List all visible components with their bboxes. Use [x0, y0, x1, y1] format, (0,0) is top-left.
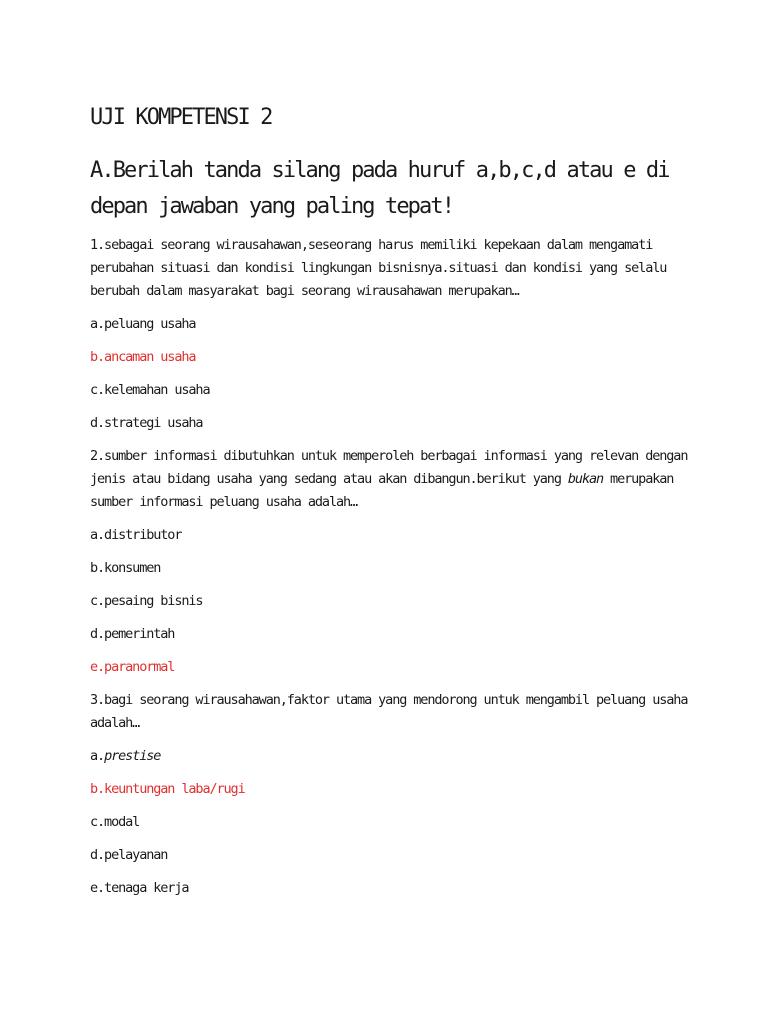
- option-text: d.pemerintah: [90, 626, 175, 642]
- section-a-heading: [90, 153, 712, 225]
- question-1-option-c: [90, 379, 712, 402]
- section-a-heading-line-1: A.Berilah tanda silang pada huruf a,b,c,d atau e di: [90, 158, 669, 183]
- question-3-option-d: [90, 844, 712, 867]
- question-1: [90, 234, 712, 435]
- question-2-option-e-answer: [90, 656, 712, 679]
- question-1-text: [90, 234, 712, 303]
- option-text: d.strategi usaha: [90, 415, 203, 431]
- question-3-text-line-1: [90, 689, 712, 712]
- question-1-text-line-1: [90, 234, 712, 257]
- question-3-text-line-2: [90, 712, 712, 735]
- text-segment: sumber informasi peluang usaha adalah…: [90, 494, 358, 510]
- option-text: a.peluang usaha: [90, 316, 196, 332]
- question-1-text-line-3: [90, 280, 712, 303]
- question-2-text: [90, 445, 712, 514]
- question-3-option-c: [90, 811, 712, 834]
- italic-option-text: prestise: [104, 748, 161, 764]
- option-text: d.pelayanan: [90, 847, 168, 863]
- question-3-text: [90, 689, 712, 735]
- question-2-option-d: [90, 623, 712, 646]
- option-text: e.paranormal: [90, 659, 175, 675]
- italic-text-segment: bukan: [567, 471, 604, 487]
- text-segment: 1.sebagai seorang wirausahawan,seseorang harus memiliki kepekaan dalam mengamati: [90, 237, 653, 253]
- option-text: c.kelemahan usaha: [90, 382, 210, 398]
- text-segment: perubahan situasi dan kondisi lingkungan bisnisnya.situasi dan kondisi yang selalu: [90, 260, 667, 276]
- option-text: b.keuntungan laba/rugi: [90, 781, 245, 797]
- document-title: UJI KOMPETENSI 2: [90, 105, 272, 130]
- option-text: c.pesaing bisnis: [90, 593, 203, 609]
- question-3: [90, 689, 712, 900]
- option-text: c.modal: [90, 814, 140, 830]
- question-3-option-e: [90, 877, 712, 900]
- question-2-option-b: [90, 557, 712, 580]
- question-1-option-a: [90, 313, 712, 336]
- question-2-option-a: [90, 524, 712, 547]
- question-3-option-a: [90, 745, 712, 768]
- question-2-option-c: [90, 590, 712, 613]
- text-segment: 3.bagi seorang wirausahawan,faktor utama yang mendorong untuk mengambil peluang usaha: [90, 692, 688, 708]
- option-text: a.: [90, 748, 105, 764]
- text-segment: jenis atau bidang usaha yang sedang atau akan dibangun.berikut yang: [90, 471, 568, 487]
- question-1-text-line-2: [90, 257, 712, 280]
- option-text: b.konsumen: [90, 560, 161, 576]
- question-2: [90, 445, 712, 679]
- question-3-option-b-answer: [90, 778, 712, 801]
- text-segment: 2.sumber informasi dibutuhkan untuk memperoleh berbagai informasi yang relevan dengan: [90, 448, 688, 464]
- question-1-option-d: [90, 412, 712, 435]
- section-a-heading-line-2: depan jawaban yang paling tepat!: [90, 194, 454, 219]
- question-2-text-line-2: [90, 468, 712, 491]
- text-segment: merupakan: [603, 471, 674, 487]
- option-text: b.ancaman usaha: [90, 349, 196, 365]
- text-segment: adalah…: [90, 715, 140, 731]
- question-2-text-line-3: [90, 491, 712, 514]
- question-2-text-line-1: [90, 445, 712, 468]
- option-text: a.distributor: [90, 527, 182, 543]
- text-segment: berubah dalam masyarakat bagi seorang wirausahawan merupakan…: [90, 283, 519, 299]
- option-text: e.tenaga kerja: [90, 880, 189, 896]
- question-1-option-b-answer: [90, 346, 712, 369]
